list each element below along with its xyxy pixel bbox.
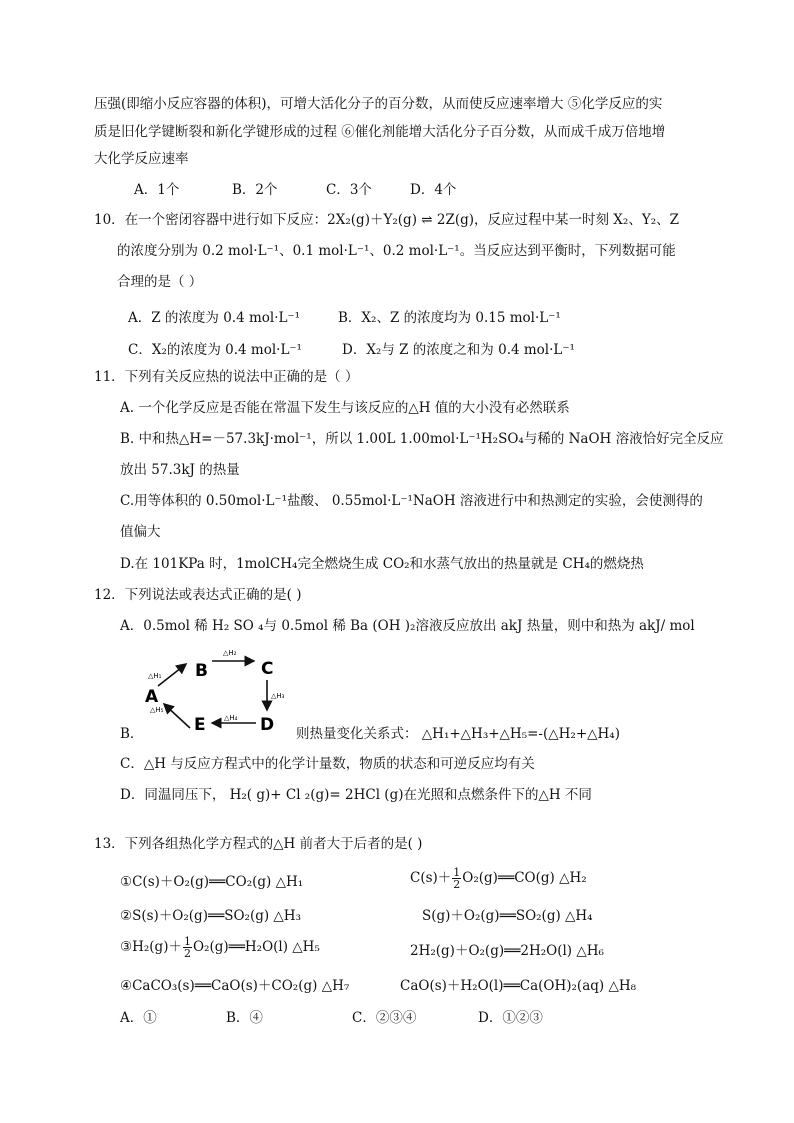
node-d: D: [260, 715, 275, 735]
q12-option-d: D．同温同压下， H₂( g)+ Cl ₂(g)= 2HCl (g)在光照和点燃条件下的△H 不同: [120, 787, 592, 803]
q13-reaction-4-right: CaO(s)＋H₂O(l)══Ca(OH)₂(aq) △H₈: [400, 978, 637, 994]
fraction-half: $\frac{1}{2}$: [453, 866, 461, 891]
fraction-half: $\frac{1}{2}$: [183, 935, 191, 960]
q9-option-b: B．2个: [232, 182, 278, 198]
label-dh4: △H₄: [224, 714, 238, 722]
q11-option-c-line-1: C.用等体积的 0.50mol·L⁻¹盐酸、 0.55mol·L⁻¹NaOH 溶液进行中和热测定的实验，会使测得的: [120, 493, 703, 509]
node-c: C: [261, 659, 274, 679]
q12-option-c: C．△H 与反应方程式中的化学计量数，物质的状态和可逆反应均有关: [120, 756, 535, 772]
label-dh2: △H₂: [223, 649, 237, 657]
q11-option-b-line-1: B. 中和热△H=－57.3kJ·mol⁻¹，所以 1.00L 1.00mol·L⁻¹H₂SO₄与稀的 NaOH 溶液恰好完全反应: [120, 431, 724, 447]
q11-option-d: D.在 101KPa 时，1molCH₄完全燃烧生成 CO₂和水蒸气放出的热量就是 CH₄的燃烧热: [120, 556, 644, 572]
q10-stem-line-3: 合理的是（ ）: [117, 274, 203, 290]
q13-reaction-4-left: ④CaCO₃(s)══CaO(s)＋CO₂(g) △H₇: [120, 978, 350, 994]
q13-reaction-2-left: ②S(s)＋O₂(g)══SO₂(g) △H₃: [120, 908, 301, 924]
q11-option-c-line-2: 值偏大: [120, 524, 161, 540]
q13-reaction-3-left-end: O₂(g)══H₂O(l) △H₅: [192, 939, 320, 955]
q13-reaction-1-right-end: O₂(g)══CO(g) △H₂: [462, 870, 587, 886]
q13-option-a: A．①: [120, 1010, 157, 1026]
q9-option-a: A．1个: [134, 182, 180, 198]
q10-stem-line-2: 的浓度分别为 0.2 mol·L⁻¹、0.1 mol·L⁻¹、0.2 mol·L⁻¹。当反应达到平衡时，下列数据可能: [117, 243, 676, 259]
label-dh1: △H₁: [148, 672, 162, 680]
q13-reaction-3-right: 2H₂(g)＋O₂(g)══2H₂O(l) △H₆: [410, 943, 604, 959]
q11-stem: 11．下列有关反应热的说法中正确的是（ ）: [94, 369, 359, 385]
q9-option-d: D．4个: [410, 182, 457, 198]
node-a: A: [145, 687, 159, 707]
q13-reaction-1-left: ①C(s)＋O₂(g)══CO₂(g) △H₁: [120, 874, 304, 890]
q13-option-c: C．②③④: [352, 1010, 417, 1026]
q10-option-b: B．X₂、Z 的浓度均为 0.15 mol·L⁻¹: [338, 310, 561, 326]
intro-line-3: 大化学反应速率: [94, 151, 189, 167]
q13-reaction-3-left: [120, 936, 320, 959]
q12-option-a: A．0.5mol 稀 H₂ SO ₄与 0.5mol 稀 Ba (OH )₂溶液反应放出 akJ 热量，则中和热为 akJ/ mol: [120, 618, 695, 634]
node-b: B: [195, 661, 208, 681]
intro-line-1: 压强(即缩小反应容器的体积)，可增大活化分子的百分数，从而使反应速率增大 ⑤化学反应的实: [94, 96, 663, 112]
q13-reaction-3-left-start: ③H₂(g)＋: [120, 939, 182, 955]
q13-reaction-1-right-start: C(s)＋: [410, 870, 452, 886]
enthalpy-cycle-diagram: [140, 642, 295, 738]
q10-option-d: D．X₂与 Z 的浓度之和为 0.4 mol·L⁻¹: [342, 342, 575, 358]
arrow-a-to-b: [158, 664, 186, 686]
label-dh3: △H₃: [271, 692, 285, 700]
q12-stem: 12．下列说法或表达式正确的是( ): [94, 587, 302, 603]
q10-option-a: A．Z 的浓度为 0.4 mol·L⁻¹: [128, 310, 301, 326]
intro-line-2: 质是旧化学键断裂和新化学键形成的过程 ⑥催化剂能增大活化分子百分数，从而成千成万倍地增: [94, 124, 666, 140]
q12-option-b-text: 则热量变化关系式： △H₁+△H₃+△H₅=-(△H₂+△H₄): [296, 726, 620, 742]
q13-option-d: D．①②③: [478, 1010, 543, 1026]
arrow-e-to-a: [164, 704, 190, 728]
q9-option-c: C．3个: [326, 182, 372, 198]
q10-option-c: C．X₂的浓度为 0.4 mol·L⁻¹: [128, 342, 302, 358]
q12-option-b-label: B．: [120, 726, 144, 742]
q10-stem-line-1: 10．在一个密闭容器中进行如下反应：2X₂(g)＋Y₂(g) ⇌ 2Z(g)，反应过程中某一时刻 X₂、Y₂、Z: [94, 212, 680, 228]
q13-reaction-1-right: [410, 867, 587, 890]
q13-stem: 13．下列各组热化学方程式的△H 前者大于后者的是( ): [94, 836, 423, 852]
q11-option-b-line-2: 放出 57.3kJ 的热量: [120, 462, 240, 478]
node-e: E: [194, 715, 206, 735]
q11-option-a: A. 一个化学反应是否能在常温下发生与该反应的△H 值的大小没有必然联系: [120, 400, 570, 416]
q13-reaction-2-right: S(g)＋O₂(g)══SO₂(g) △H₄: [422, 908, 593, 924]
q13-option-b: B．④: [226, 1010, 263, 1026]
label-dh5: △H₅: [150, 706, 164, 714]
